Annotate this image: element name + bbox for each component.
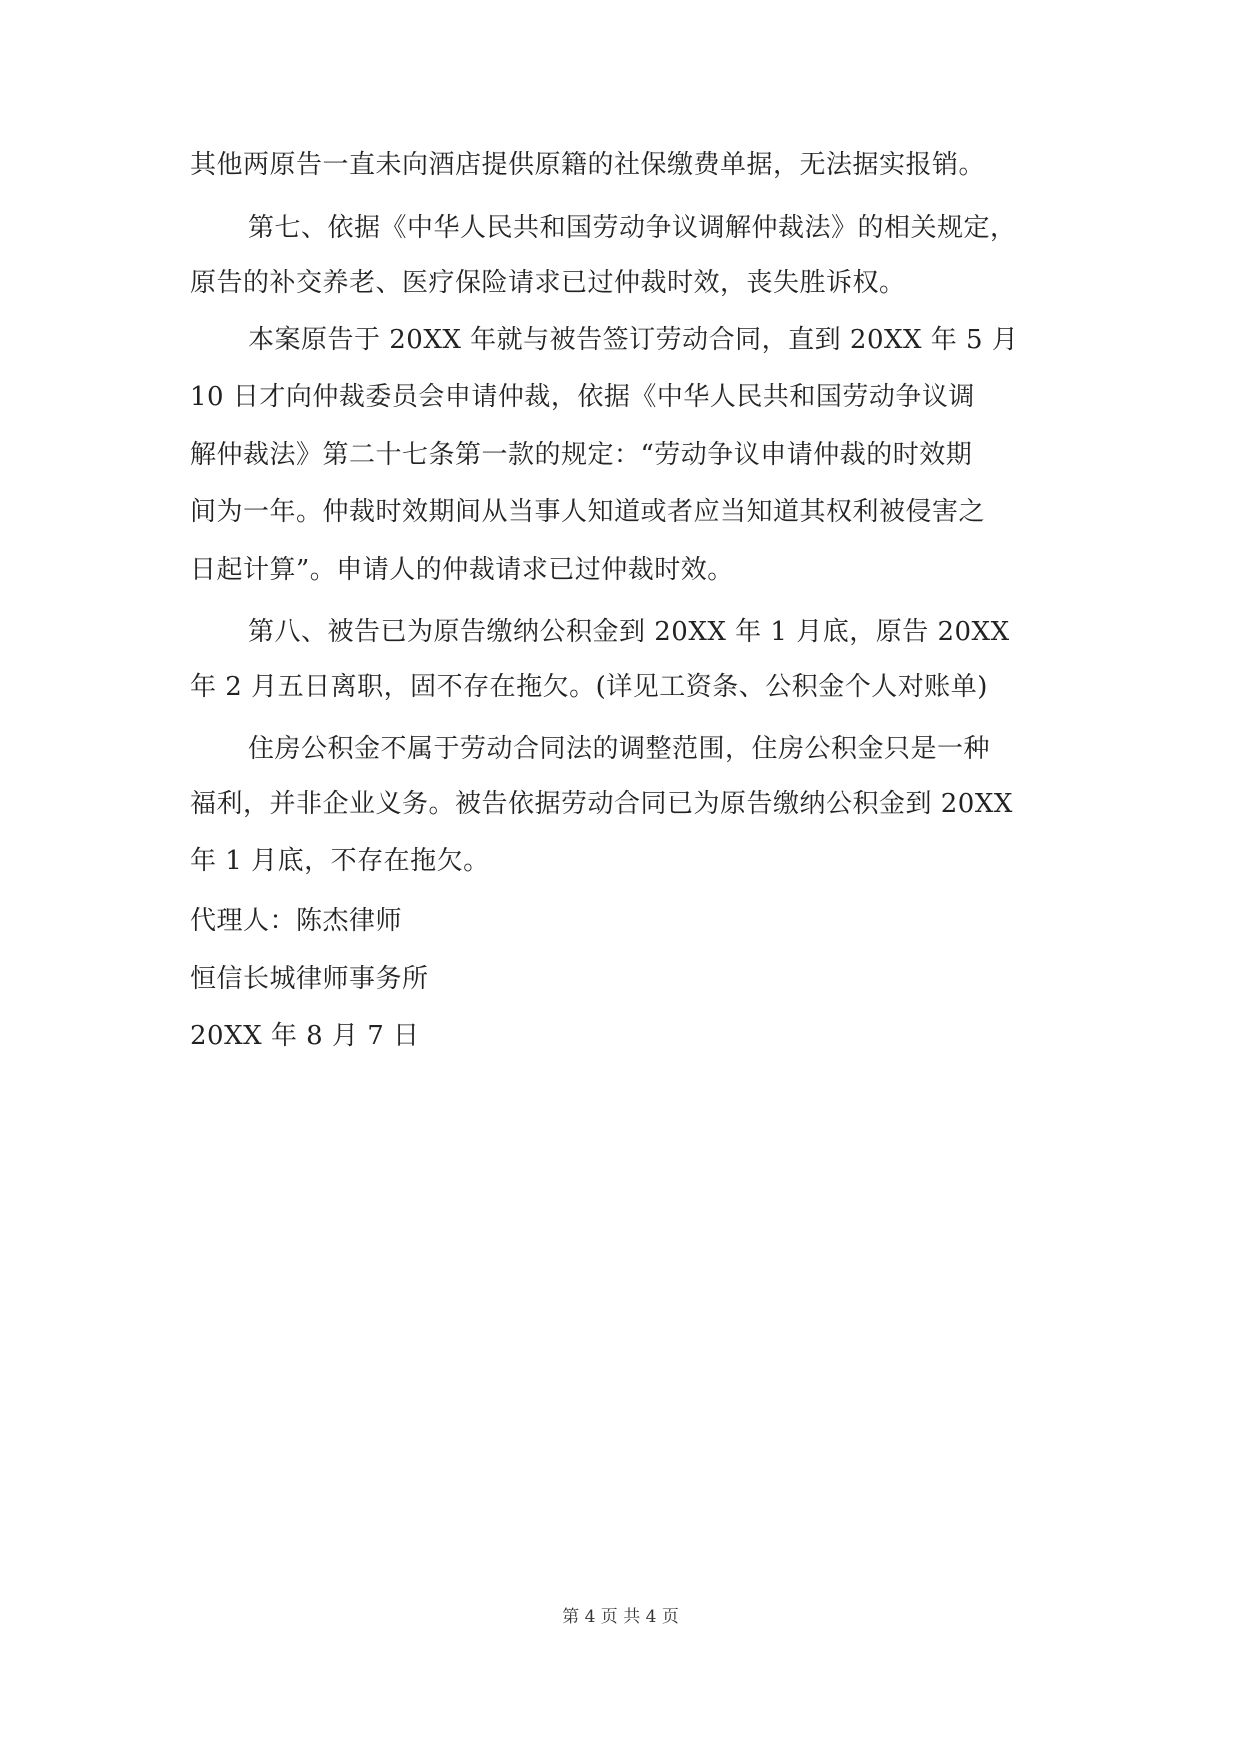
paragraph-line: 本案原告于 20XX 年就与被告签订劳动合同，直到 20XX 年 5 月 — [248, 325, 1019, 355]
paragraph-line: 10 日才向仲裁委员会申请仲裁，依据《中华人民共和国劳动争议调 — [190, 382, 975, 412]
paragraph-line: 其他两原告一直未向酒店提供原籍的社保缴费单据，无法据实报销。 — [190, 150, 986, 180]
paragraph-line: 年 1 月底，不存在拖欠。 — [190, 846, 490, 876]
paragraph-line: 第七、依据《中华人民共和国劳动争议调解仲裁法》的相关规定， — [248, 213, 1017, 243]
signature-date: 20XX 年 8 月 7 日 — [190, 1021, 420, 1051]
signature-firm: 恒信长城律师事务所 — [190, 964, 429, 994]
paragraph-line: 间为一年。仲裁时效期间从当事人知道或者应当知道其权利被侵害之 — [190, 497, 986, 527]
signature-agent: 代理人：陈杰律师 — [190, 906, 403, 936]
paragraph-line: 第八、被告已为原告缴纳公积金到 20XX 年 1 月底，原告 20XX — [248, 617, 1010, 647]
paragraph-line: 福利，并非企业义务。被告依据劳动合同已为原告缴纳公积金到 20XX — [190, 789, 1013, 819]
page-number: 第 4 页 共 4 页 — [562, 1607, 679, 1627]
paragraph-line: 原告的补交养老、医疗保险请求已过仲裁时效，丧失胜诉权。 — [190, 268, 906, 298]
paragraph-line: 解仲裁法》第二十七条第一款的规定：“劳动争议申请仲裁的时效期 — [190, 440, 973, 470]
paragraph-line: 年 2 月五日离职，固不存在拖欠。(详见工资条、公积金个人对账单) — [190, 672, 988, 702]
paragraph-line: 住房公积金不属于劳动合同法的调整范围，住房公积金只是一种 — [248, 734, 991, 764]
paragraph-line: 日起计算”。申请人的仲裁请求已过仲裁时效。 — [190, 555, 734, 585]
